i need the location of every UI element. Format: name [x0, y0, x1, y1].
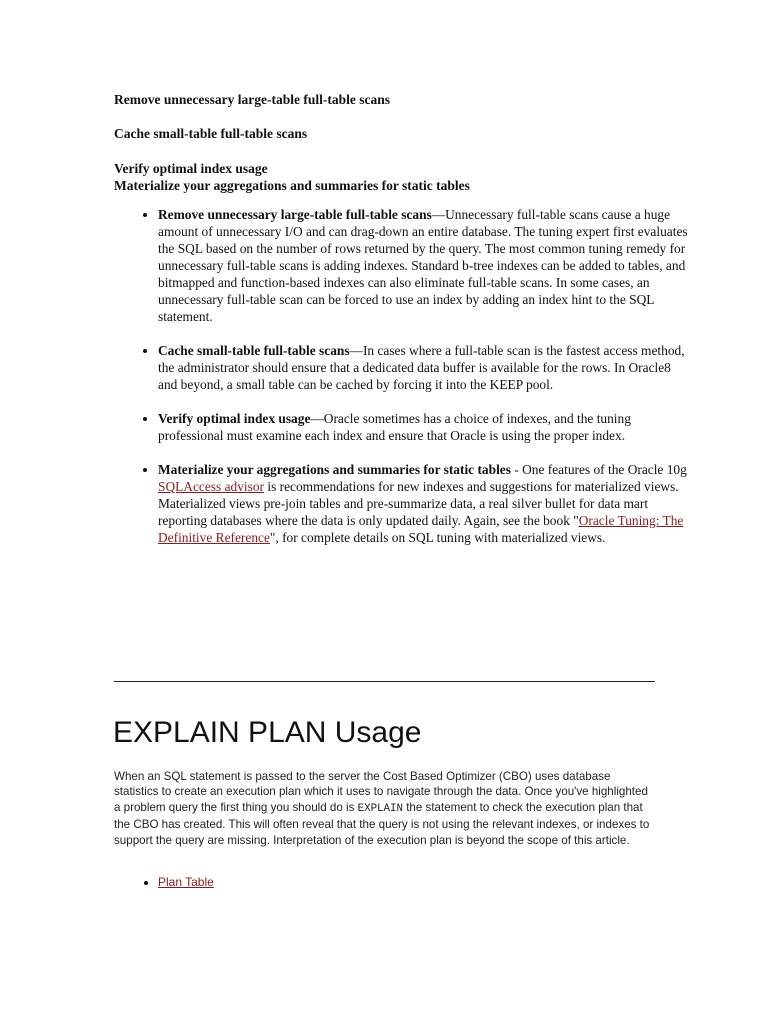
bullet-title: Remove unnecessary large-table full-table scans [158, 207, 432, 222]
bullet-text: ", for complete details on SQL tuning with materialized views. [269, 530, 606, 545]
summary-heading-index-usage: Verify optimal index usage [114, 161, 268, 176]
summary-heading-cache-small-table: Cache small-table full-table scans [114, 126, 308, 141]
bullet-title: Verify optimal index usage [158, 411, 311, 426]
oracle-tuning-book-link[interactable]: Oracle Tuning: The Definitive Reference [158, 513, 684, 545]
paragraph-text: When an SQL statement is passed to the server the Cost Based Optimizer (CBO) uses database statistics to create an execution plan which it uses to navigate through the data. Once you've highlighted a problem query the first thing you should do is [114, 770, 648, 814]
bullet-full-table-scans [158, 206, 688, 325]
bullet-title: Materialize your aggregations and summaries for static tables [158, 462, 511, 477]
section-divider [114, 681, 655, 682]
bullet-index-usage [158, 410, 688, 444]
sqlaccess-advisor-link[interactable]: SQLAccess advisor [158, 479, 264, 494]
section-title: EXPLAIN PLAN Usage [113, 716, 422, 749]
bullet-text: is recommendations for new indexes and suggestions for materialized views. Materialized views pre-join tables and pre-summarize data, a real silver bullet for data mart reporting databases where the data is only updated daily. Again, see the book " [158, 479, 679, 528]
bullet-text: - One features of the Oracle 10g [510, 462, 687, 477]
bullet-text: —Unnecessary full-table scans cause a huge amount of unnecessary I/O and can drag-down an entire database. The tuning expert first evaluates the SQL based on the number of rows returned by the query. The most common tuning remedy for unnecessary full-table scans is adding indexes. Standard b-tree indexes can be added to tables, and bitmapped and function-based indexes can also eliminate full-table scans. In some cases, an unnecessary full-table scan can be forced to use an index by adding an index hint to the SQL statement. [158, 207, 688, 324]
bullet-materialize [158, 461, 688, 546]
plan-table-link[interactable]: Plan Table [158, 875, 214, 889]
bullet-text: —In cases where a full-table scan is the fastest access method, the administrator should ensure that a dedicated data buffer is available for the rows. In Oracle8 and beyond, a small table can be cached by forcing it into the KEEP pool. [158, 343, 685, 392]
summary-heading-materialize: Materialize your aggregations and summaries for static tables [114, 178, 470, 193]
bullet-title: Cache small-table full-table scans [158, 343, 350, 358]
explain-keyword: EXPLAIN [357, 802, 403, 815]
bullet-cache-small-table [158, 342, 688, 393]
related-links-list [114, 874, 214, 890]
paragraph-text: the statement to check the execution plan that the CBO has created. This will often reveal that the query is not using the relevant indexes, or indexes to support the query are missing. Interpretation of the execution plan is beyond the scope of this article. [114, 800, 650, 847]
bullet-text: —Oracle sometimes has a choice of indexes, and the tuning professional must examine each index and ensure that Oracle is using the proper index. [158, 411, 631, 443]
explain-plan-paragraph [114, 769, 654, 848]
summary-heading-full-table-scans: Remove unnecessary large-table full-table scans [114, 92, 390, 107]
list-item [158, 874, 214, 890]
tuning-bullet-list [114, 206, 688, 563]
